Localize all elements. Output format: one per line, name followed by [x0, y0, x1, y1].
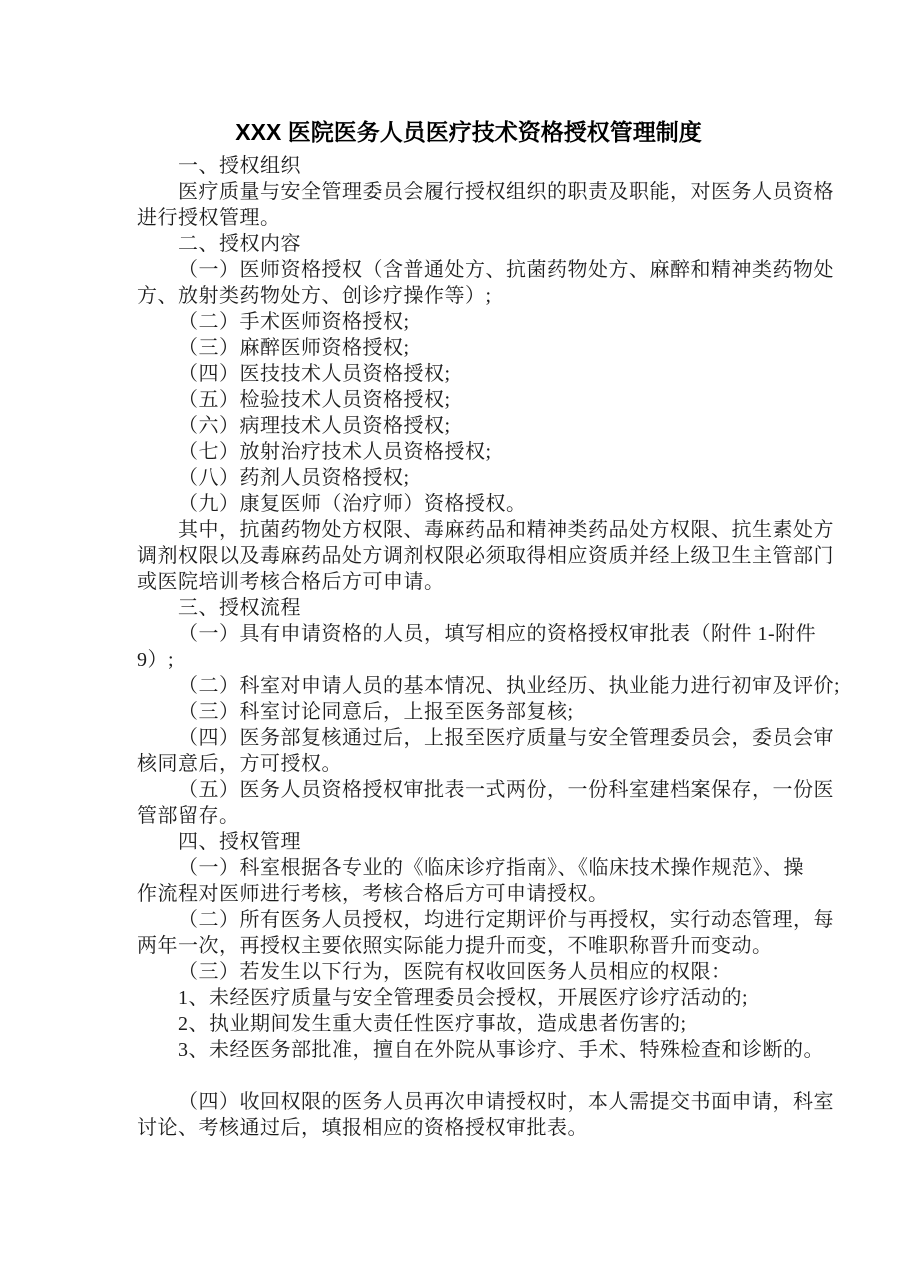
- text-line: 调剂权限以及毒麻药品处方调剂权限必须取得相应资质并经上级卫生主管部门: [137, 545, 834, 567]
- text-line: （四）收回权限的医务人员再次申请授权时，本人需提交书面申请，科室: [178, 1091, 834, 1113]
- text-line: 3、未经医务部批准，擅自在外院从事诊疗、手术、特殊检查和诊断的。: [178, 1039, 824, 1061]
- text-line: （七）放射治疗技术人员资格授权;: [178, 441, 492, 463]
- text-line: （二）手术医师资格授权;: [178, 311, 410, 333]
- text-line: （三）麻醉医师资格授权;: [178, 337, 410, 359]
- text-line: 2、执业期间发生重大责任性医疗事故，造成患者伤害的;: [178, 1013, 687, 1035]
- text-line: 三、授权流程: [178, 597, 301, 619]
- document-title: XXX 医院医务人员医疗技术资格授权管理制度: [235, 119, 702, 145]
- text-line: 管部留存。: [137, 805, 240, 827]
- text-line: 1、未经医疗质量与安全管理委员会授权，开展医疗诊疗活动的;: [178, 987, 749, 1009]
- text-line: （五）检验技术人员资格授权;: [178, 389, 451, 411]
- text-line: 两年一次，再授权主要依照实际能力提升而变，不唯职称晋升而变动。: [137, 935, 773, 957]
- text-line: （四）医务部复核通过后，上报至医疗质量与安全管理委员会，委员会审: [178, 727, 834, 749]
- text-line: 一、授权组织: [178, 155, 301, 177]
- text-line: 9）;: [137, 649, 175, 671]
- text-line: （四）医技技术人员资格授权;: [178, 363, 451, 385]
- text-line: （三）科室讨论同意后，上报至医务部复核;: [178, 701, 574, 723]
- blank-line: [137, 1063, 782, 1089]
- text-line: 医疗质量与安全管理委员会履行授权组织的职责及职能，对医务人员资格: [178, 181, 834, 203]
- text-line: 其中，抗菌药物处方权限、毒麻药品和精神类药品处方权限、抗生素处方: [178, 519, 834, 541]
- text-line: （一）科室根据各专业的《临床诊疗指南》、《临床技术操作规范》、操: [178, 857, 804, 879]
- text-line: （一）医师资格授权（含普通处方、抗菌药物处方、麻醉和精神类药物处: [178, 259, 834, 281]
- document-body: [137, 153, 841, 1141]
- text-line: （三）若发生以下行为，医院有权收回医务人员相应的权限：: [178, 961, 732, 983]
- text-line: 二、授权内容: [178, 233, 301, 255]
- text-line: 讨论、考核通过后，填报相应的资格授权审批表。: [137, 1117, 588, 1139]
- text-line: （五）医务人员资格授权审批表一式两份，一份科室建档案保存，一份医: [178, 779, 834, 801]
- text-line: 四、授权管理: [178, 831, 301, 853]
- text-line: （六）病理技术人员资格授权;: [178, 415, 451, 437]
- text-line: 或医院培训考核合格后方可申请。: [137, 571, 445, 593]
- text-line: （九）康复医师（治疗师）资格授权。: [178, 493, 527, 515]
- text-line: 作流程对医师进行考核，考核合格后方可申请授权。: [137, 883, 609, 905]
- text-line: （二）所有医务人员授权，均进行定期评价与再授权，实行动态管理，每: [178, 909, 834, 931]
- text-line: （一）具有申请资格的人员，填写相应的资格授权审批表（附件 1-附件: [178, 623, 817, 645]
- text-line: 核同意后，方可授权。: [137, 753, 342, 775]
- text-line: 进行授权管理。: [137, 207, 281, 229]
- text-line: （二）科室对申请人员的基本情况、执业经历、执业能力进行初审及评价;: [178, 675, 841, 697]
- text-line: 方、放射类药物处方、创诊疗操作等）;: [137, 285, 492, 307]
- text-line: （八）药剂人员资格授权;: [178, 467, 410, 489]
